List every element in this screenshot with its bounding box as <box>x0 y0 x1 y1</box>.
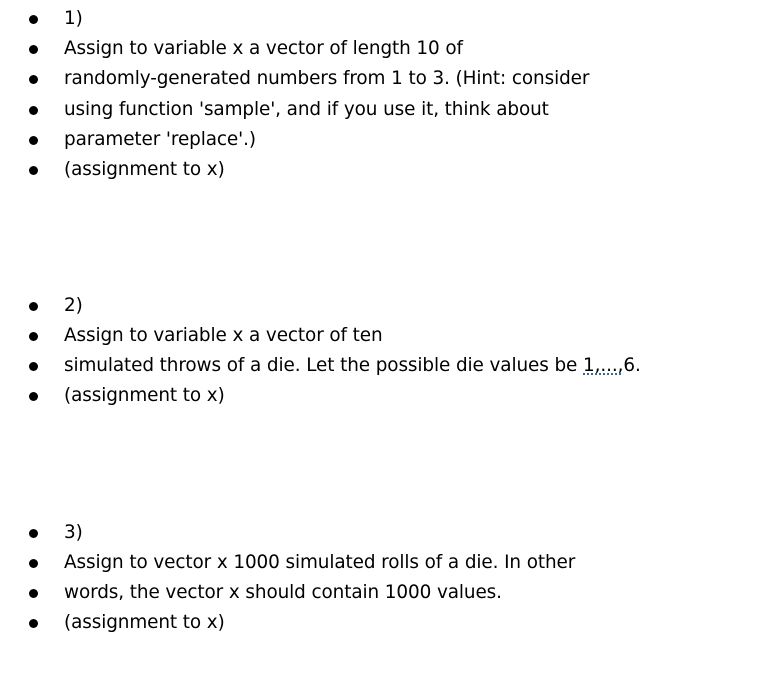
bullet-icon <box>29 559 38 568</box>
q1-list-item <box>0 35 770 65</box>
q1-text-line: parameter 'replace'.) <box>64 129 256 150</box>
bullet-icon <box>29 136 38 145</box>
q2-list-item <box>0 322 770 352</box>
q3-list-item <box>0 549 770 579</box>
bullet-icon <box>29 106 38 115</box>
q1-list-item <box>0 126 770 156</box>
q3-list-item <box>0 519 770 549</box>
bullet-icon <box>29 332 38 341</box>
q3-text-line: Assign to vector x 1000 simulated rolls of a die. In other <box>64 552 576 573</box>
bullet-icon <box>29 45 38 54</box>
q2-text-suffix: 6. <box>623 355 641 376</box>
q1-list-item <box>0 156 770 186</box>
q2-number: 2) <box>64 295 83 316</box>
q1-list-item <box>0 5 770 35</box>
q2-list-item <box>0 382 770 412</box>
q1-text-line: using function 'sample', and if you use it, think about <box>64 99 549 120</box>
q3-answer-hint: (assignment to x) <box>64 612 225 633</box>
q2-text-prefix: simulated throws of a die. Let the possible die values be <box>64 355 584 376</box>
q2-list-item <box>0 292 770 322</box>
bullet-icon <box>29 529 38 538</box>
q2-list-item <box>0 352 770 382</box>
q2-text-line <box>64 355 641 377</box>
spelling-flag[interactable]: 1,..., <box>583 355 624 376</box>
bullet-icon <box>29 302 38 311</box>
q1-list-item <box>0 96 770 126</box>
q3-list-item <box>0 609 770 639</box>
bullet-icon <box>29 166 38 175</box>
q1-number: 1) <box>64 8 83 29</box>
q3-text-line: words, the vector x should contain 1000 values. <box>64 582 502 603</box>
bullet-icon <box>29 392 38 401</box>
q1-list-item <box>0 65 770 95</box>
q1-text-line: Assign to variable x a vector of length 10 of <box>64 38 463 59</box>
q1-answer-hint: (assignment to x) <box>64 159 225 180</box>
bullet-icon <box>29 362 38 371</box>
q2-text-line: Assign to variable x a vector of ten <box>64 325 383 346</box>
q3-list-item <box>0 579 770 609</box>
q2-answer-hint: (assignment to x) <box>64 385 225 406</box>
bullet-icon <box>29 619 38 628</box>
q3-number: 3) <box>64 522 83 543</box>
bullet-icon <box>29 15 38 24</box>
bullet-icon <box>29 589 38 598</box>
q1-text-line: randomly-generated numbers from 1 to 3. (Hint: consider <box>64 68 590 89</box>
bullet-icon <box>29 75 38 84</box>
